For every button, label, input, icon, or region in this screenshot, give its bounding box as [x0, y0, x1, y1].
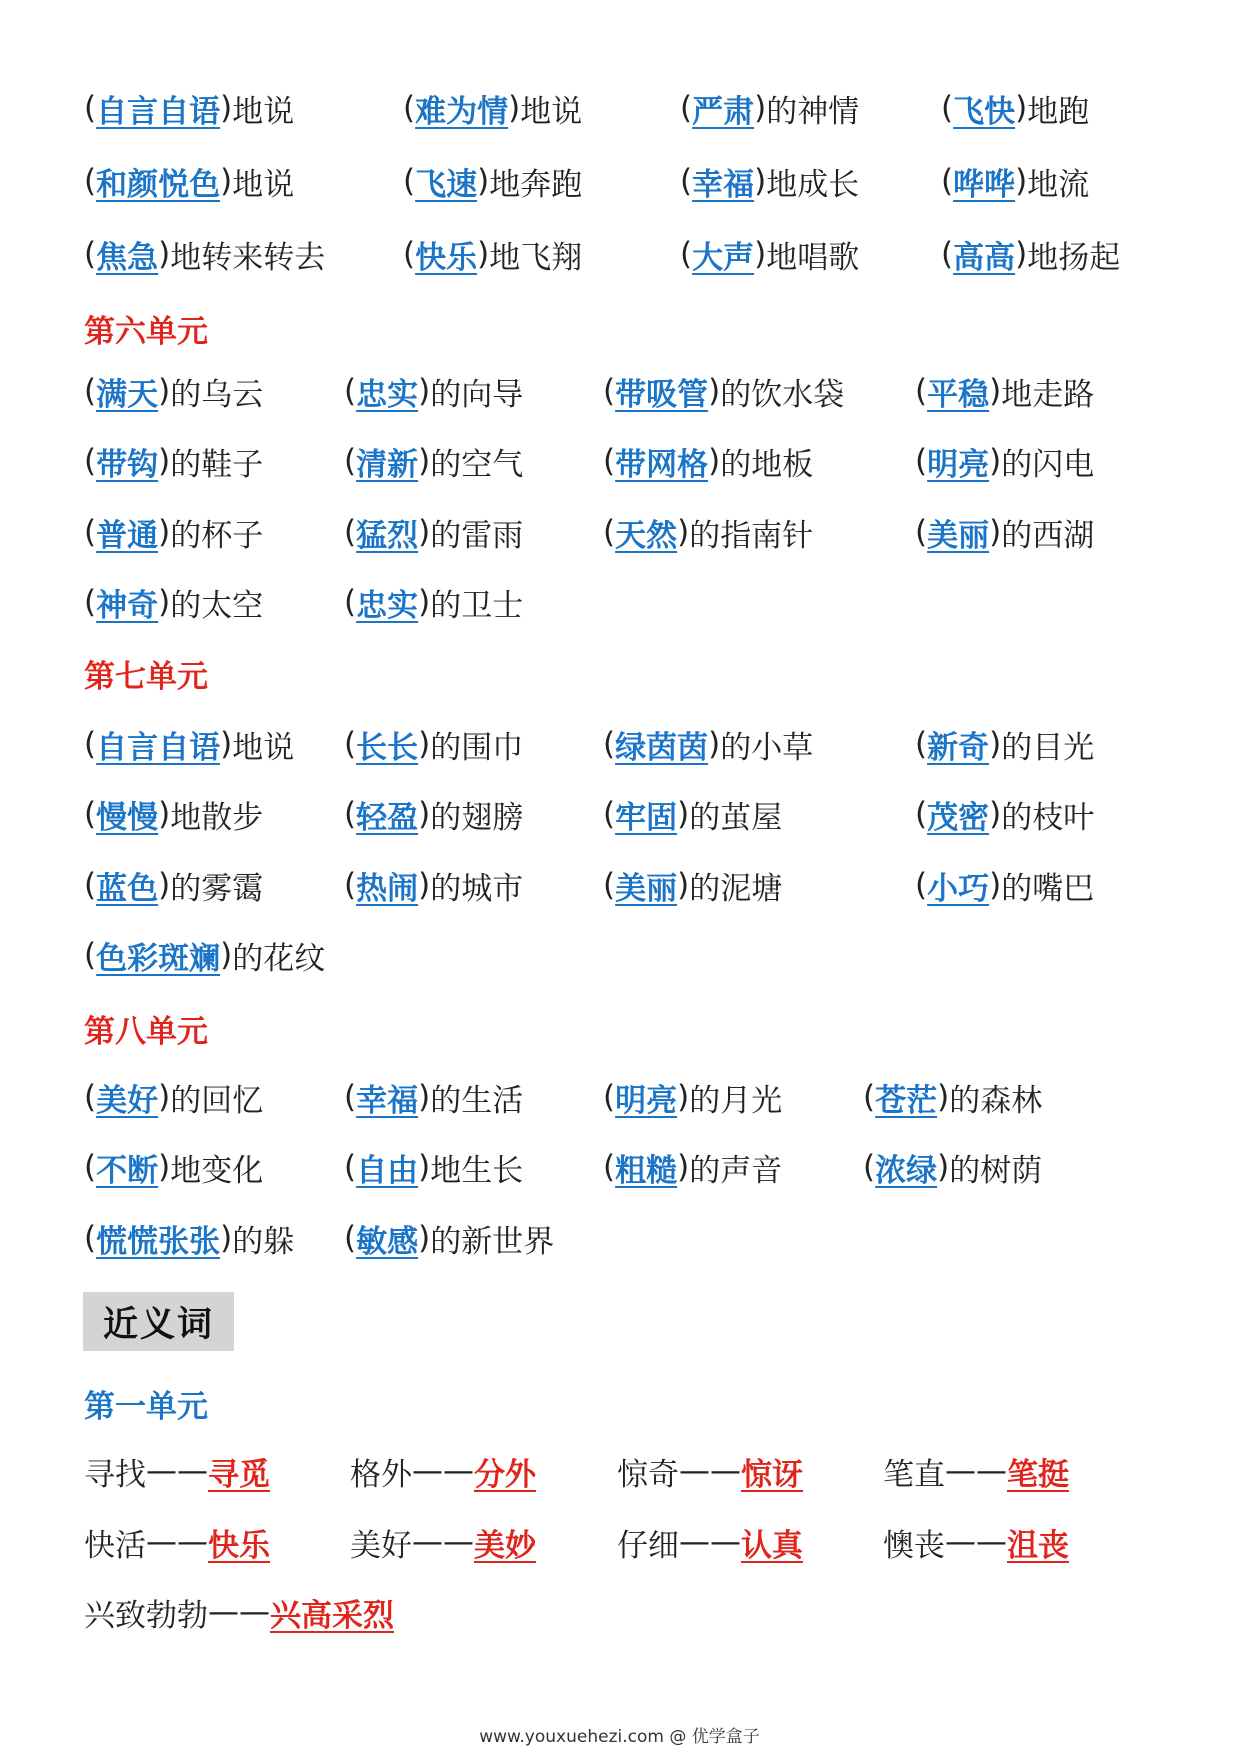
synonym-pair: 美好 —— 美妙 — [350, 1524, 536, 1564]
synonym-pair: 兴致勃勃 —— 兴高采烈 — [84, 1594, 394, 1634]
synonym-pair: 惊奇 —— 惊讶 — [617, 1453, 803, 1493]
phrase-item: ( 忠实 ) 的向导 — [344, 373, 524, 413]
phrase-item: ( 飞速 ) 地奔跑 — [403, 163, 583, 203]
phrase-row — [84, 1143, 1042, 1191]
phrase-item: ( 浓绿 ) 的树荫 — [863, 1149, 1043, 1189]
phrase-item: ( 不断 ) 地变化 — [84, 1149, 264, 1189]
phrase-item: ( 美好 ) 的回忆 — [84, 1079, 264, 1119]
synonym-pair: 懊丧 —— 沮丧 — [883, 1524, 1069, 1564]
phrase-item: ( 茂密 ) 的枝叶 — [915, 796, 1095, 836]
phrase-item: ( 热闹 ) 的城市 — [344, 867, 524, 907]
synonym-pair: 仔细 —— 认真 — [617, 1524, 803, 1564]
phrase-row — [84, 931, 325, 979]
phrase-item: ( 明亮 ) 的月光 — [603, 1079, 783, 1119]
phrase-row — [84, 1214, 554, 1262]
phrase-item: ( 带吸管 ) 的饮水袋 — [603, 373, 845, 413]
synonym-pair: 快活 —— 快乐 — [84, 1524, 270, 1564]
phrase-item: ( 明亮 ) 的闪电 — [915, 443, 1095, 483]
phrase-item: ( 带网格 ) 的地板 — [603, 443, 814, 483]
unit-heading: 第六单元 — [84, 314, 208, 350]
phrase-item: ( 神奇 ) 的太空 — [84, 584, 264, 624]
section-title-box — [83, 1292, 234, 1351]
phrase-item: ( 忠实 ) 的卫士 — [344, 584, 524, 624]
phrase-item: ( 美丽 ) 的泥塘 — [603, 867, 783, 907]
footer-watermark: www.youxuehezi.com @ 优学盒子 — [479, 1727, 760, 1747]
phrase-item: ( 大声 ) 地唱歌 — [680, 236, 860, 276]
section-title: 近义词 — [102, 1304, 214, 1345]
phrase-item: ( 绿茵茵 ) 的小草 — [603, 726, 814, 766]
synonym-row — [84, 1447, 1069, 1495]
phrase-row — [84, 790, 1094, 838]
phrase-item: ( 美丽 ) 的西湖 — [915, 514, 1095, 554]
phrase-item: ( 自言自语 ) 地说 — [84, 726, 295, 766]
phrase-item: ( 慢慢 ) 地散步 — [84, 796, 264, 836]
phrase-item: ( 和颜悦色 ) 地说 — [84, 163, 295, 203]
phrase-item: ( 焦急 ) 地转来转去 — [84, 236, 326, 276]
unit-heading: 第一单元 — [84, 1389, 208, 1425]
phrase-item: ( 新奇 ) 的目光 — [915, 726, 1095, 766]
phrase-item: ( 幸福 ) 的生活 — [344, 1079, 524, 1119]
phrase-item: ( 难为情 ) 地说 — [403, 90, 583, 130]
phrase-item: ( 清新 ) 的空气 — [344, 443, 524, 483]
phrase-item: ( 轻盈 ) 的翅膀 — [344, 796, 524, 836]
synonym-pair: 寻找 —— 寻觅 — [84, 1453, 270, 1493]
phrase-item: ( 牢固 ) 的茧屋 — [603, 796, 783, 836]
phrase-item: ( 哗哗 ) 地流 — [941, 163, 1090, 203]
phrase-item: ( 猛烈 ) 的雷雨 — [344, 514, 524, 554]
phrase-item: ( 色彩斑斓 ) 的花纹 — [84, 937, 326, 977]
phrase-item: ( 自言自语 ) 地说 — [84, 90, 295, 130]
phrase-item: ( 带钩 ) 的鞋子 — [84, 443, 264, 483]
synonym-pair: 笔直 —— 笔挺 — [883, 1453, 1069, 1493]
phrase-row — [84, 861, 1094, 909]
synonym-row — [84, 1588, 394, 1636]
phrase-item: ( 快乐 ) 地飞翔 — [403, 236, 583, 276]
phrase-row — [84, 1073, 1042, 1121]
phrase-item: ( 幸福 ) 地成长 — [680, 163, 860, 203]
phrase-item: ( 敏感 ) 的新世界 — [344, 1220, 555, 1260]
phrase-item: ( 自由 ) 地生长 — [344, 1149, 524, 1189]
phrase-item: ( 普通 ) 的杯子 — [84, 514, 264, 554]
synonym-row — [84, 1518, 1069, 1566]
phrase-row — [84, 508, 1094, 556]
synonym-pair: 格外 —— 分外 — [350, 1453, 536, 1493]
phrase-item: ( 蓝色 ) 的雾霭 — [84, 867, 264, 907]
phrase-item: ( 飞快 ) 地跑 — [941, 90, 1090, 130]
phrase-row — [84, 230, 1120, 278]
phrase-row — [84, 367, 1094, 415]
phrase-item: ( 慌慌张张 ) 的躲 — [84, 1220, 295, 1260]
phrase-row — [84, 84, 1089, 132]
phrase-row — [84, 720, 1094, 768]
phrase-item: ( 严肃 ) 的神情 — [680, 90, 860, 130]
phrase-item: ( 平稳 ) 地走路 — [915, 373, 1095, 413]
phrase-row — [84, 157, 1089, 205]
unit-heading: 第八单元 — [84, 1014, 208, 1050]
phrase-item: ( 天然 ) 的指南针 — [603, 514, 814, 554]
unit-heading: 第七单元 — [84, 659, 208, 695]
phrase-item: ( 苍茫 ) 的森林 — [863, 1079, 1043, 1119]
phrase-item: ( 满天 ) 的乌云 — [84, 373, 264, 413]
phrase-row — [84, 437, 1094, 485]
phrase-row — [84, 578, 523, 626]
phrase-item: ( 长长 ) 的围巾 — [344, 726, 524, 766]
phrase-item: ( 高高 ) 地扬起 — [941, 236, 1121, 276]
phrase-item: ( 粗糙 ) 的声音 — [603, 1149, 783, 1189]
phrase-item: ( 小巧 ) 的嘴巴 — [915, 867, 1095, 907]
